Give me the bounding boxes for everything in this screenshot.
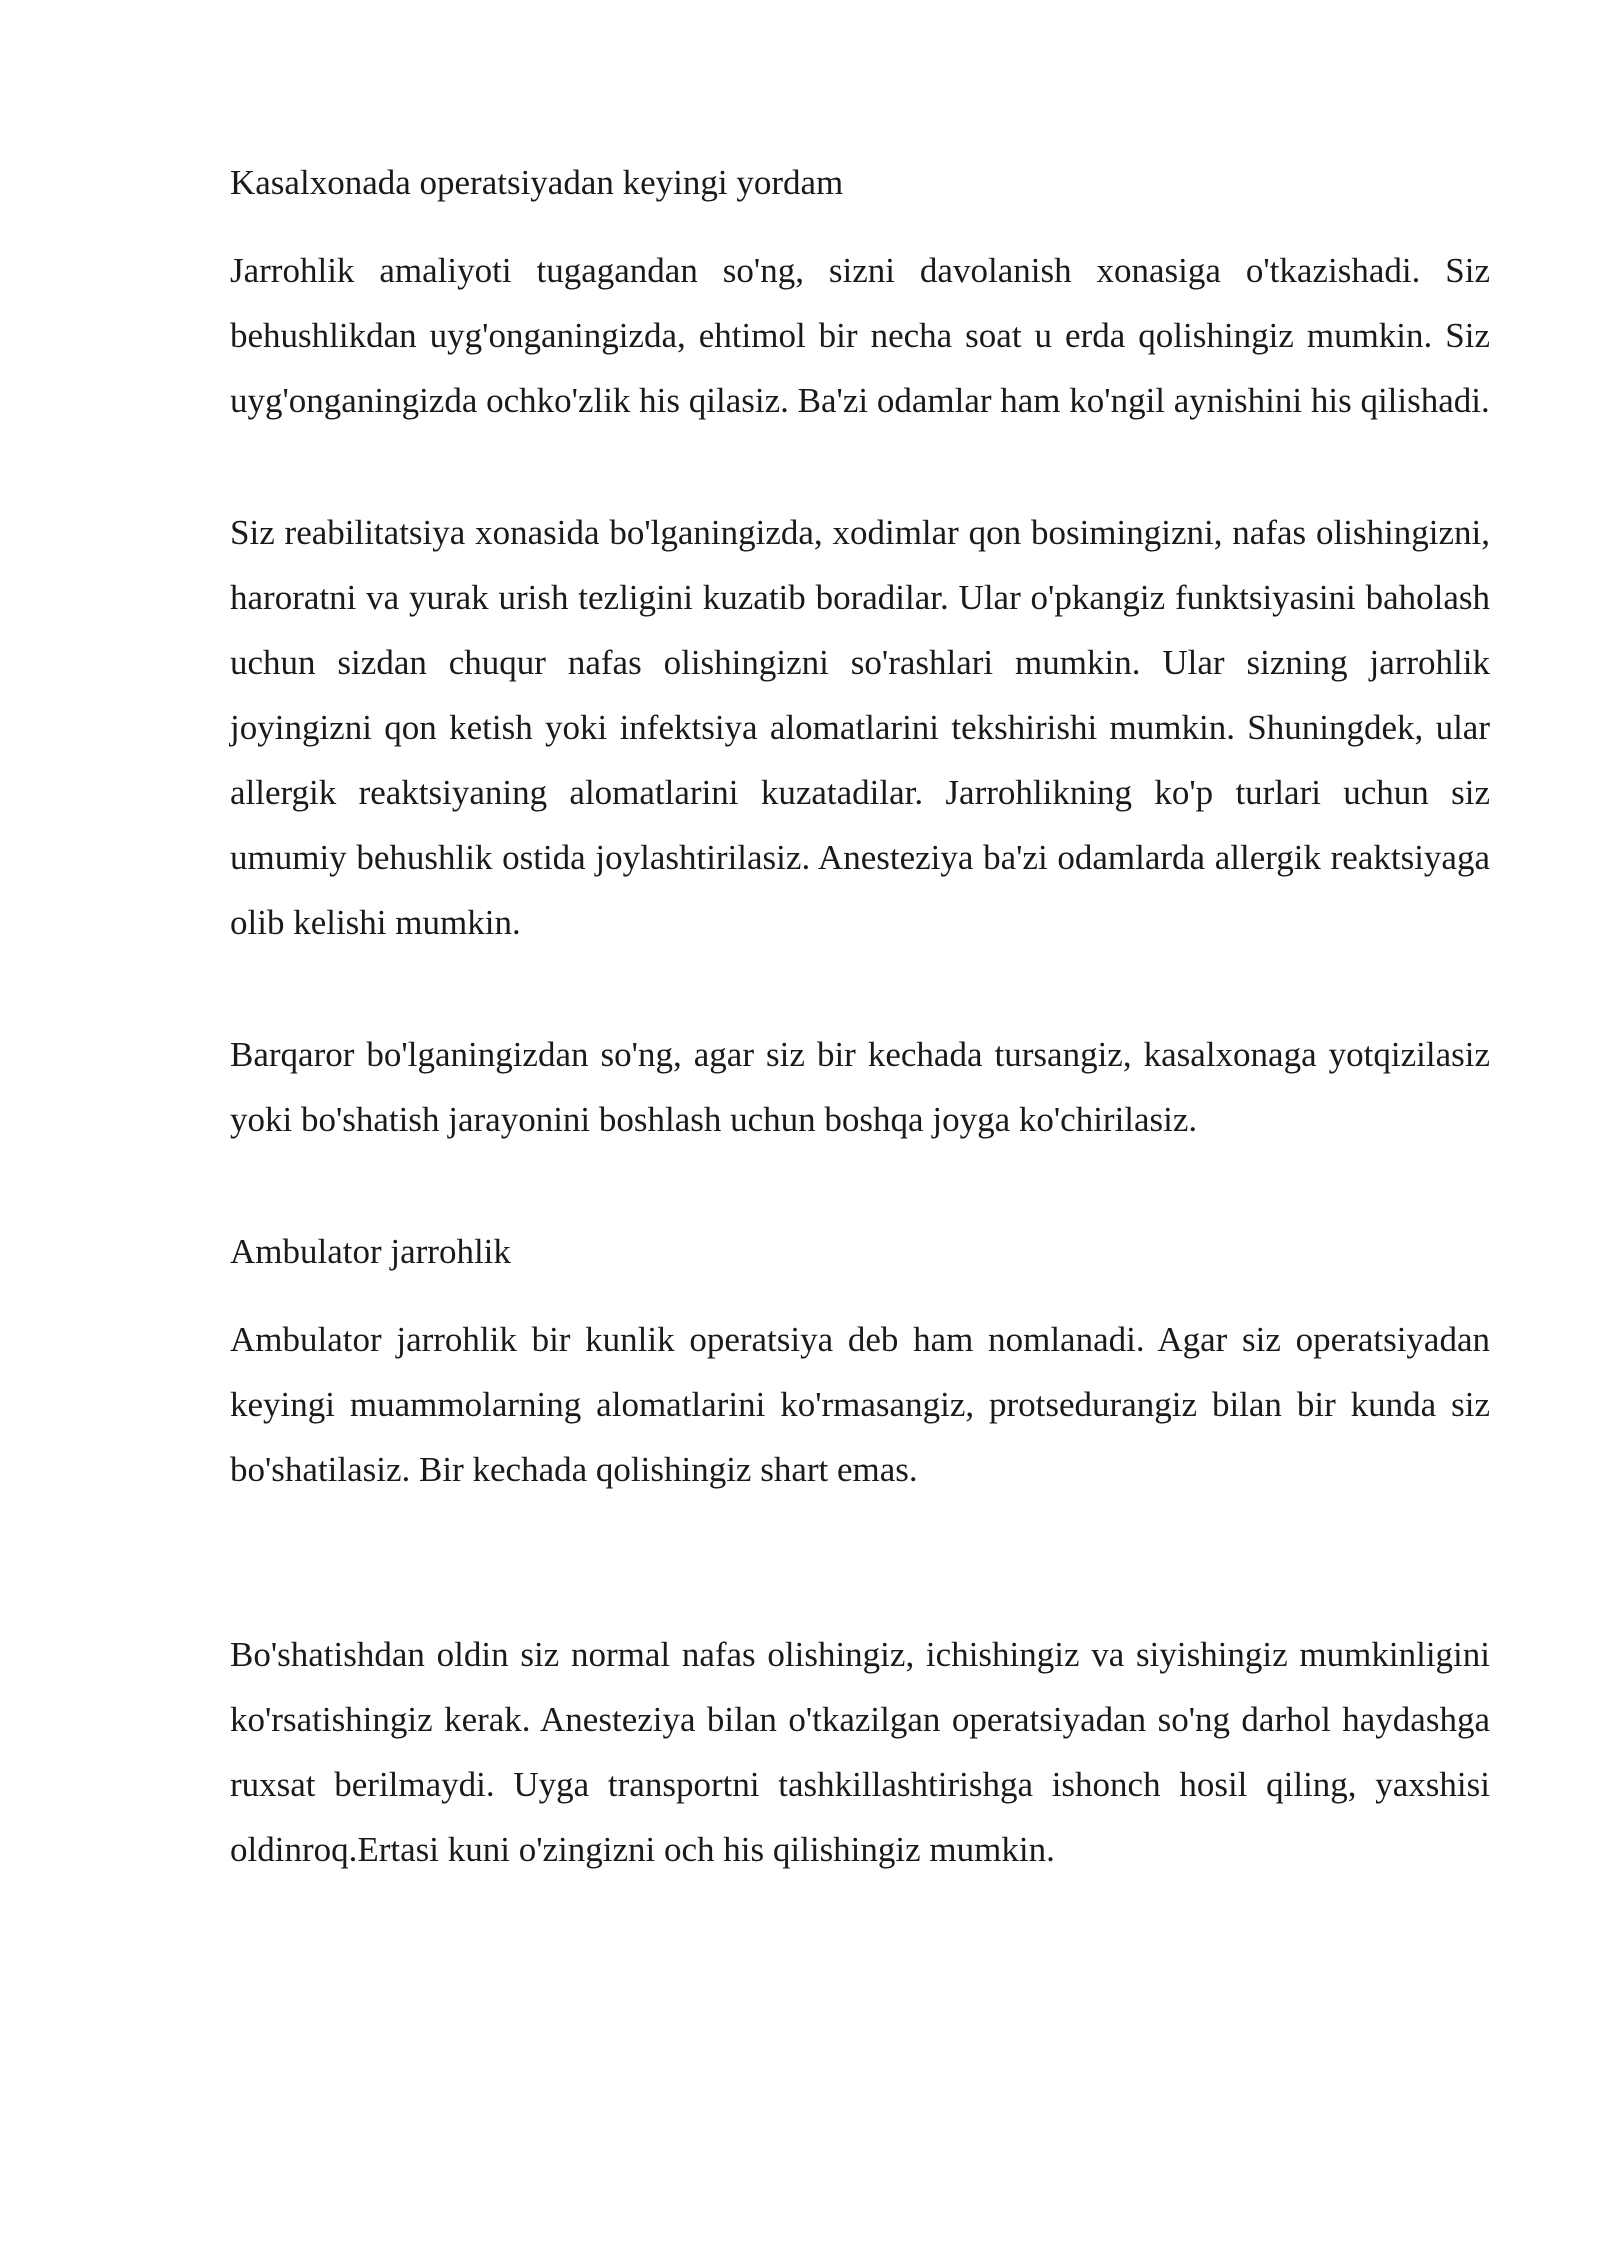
paragraph-recovery-room-transfer: Jarrohlik amaliyoti tugagandan so'ng, sizni davolanish xonasiga o'tkazishadi. Siz behushlikdan uyg'onganingizda, ehtimol bir necha soat u erda qolishingiz mumkin. Siz uyg'onganingizda ochko'zlik his qilasiz. Ba'zi odamlar ham ko'ngil aynishini his qilishadi. xyxy=(230,251,1490,420)
document-page xyxy=(230,150,1490,1882)
paragraph-outpatient-description: Ambulator jarrohlik bir kunlik operatsiya deb ham nomlanadi. Agar siz operatsiyadan keyingi muammolarning alomatlarini ko'rmasangiz, protsedurangiz bilan bir kunda siz bo'shatilasiz. Bir kechada qolishingiz shart emas. xyxy=(230,1320,1490,1489)
paragraph-discharge-requirements: Bo'shatishdan oldin siz normal nafas olishingiz, ichishingiz va siyishingiz mumkinligini ko'rsatishingiz kerak. Anesteziya bilan o'tkazilgan operatsiyadan so'ng darhol haydashga ruxsat berilmaydi. Uyga transportni tashkillashtirishga ishonch hosil qiling, yaxshisi oldinroq.Ertasi kuni o'zingizni och his qilishingiz mumkin. xyxy=(230,1635,1490,1869)
paragraph-monitoring: Siz reabilitatsiya xonasida bo'lganingizda, xodimlar qon bosimingizni, nafas olishingizni, haroratni va yurak urish tezligini kuzatib boradilar. Ular o'pkangiz funktsiyasini baholash uchun sizdan chuqur nafas olishingizni so'rashlari mumkin. Ular sizning jarrohlik joyingizni qon ketish yoki infektsiya alomatlarini tekshirishi mumkin. Shuningdek, ular allergik reaktsiyaning alomatlarini kuzatadilar. Jarrohlikning ko'p turlari uchun siz umumiy behushlik ostida joylashtirilasiz. Anesteziya ba'zi odamlarda allergik reaktsiyaga olib kelishi mumkin. xyxy=(230,513,1490,942)
paragraph-stabilization: Barqaror bo'lganingizdan so'ng, agar siz bir kechada tursangiz, kasalxonaga yotqizilasiz yoki bo'shatish jarayonini boshlash uchun boshqa joyga ko'chirilasiz. xyxy=(230,1035,1490,1139)
section-heading-postop-care: Kasalxonada operatsiyadan keyingi yordam xyxy=(230,163,844,202)
section-heading-outpatient: Ambulator jarrohlik xyxy=(230,1232,511,1271)
